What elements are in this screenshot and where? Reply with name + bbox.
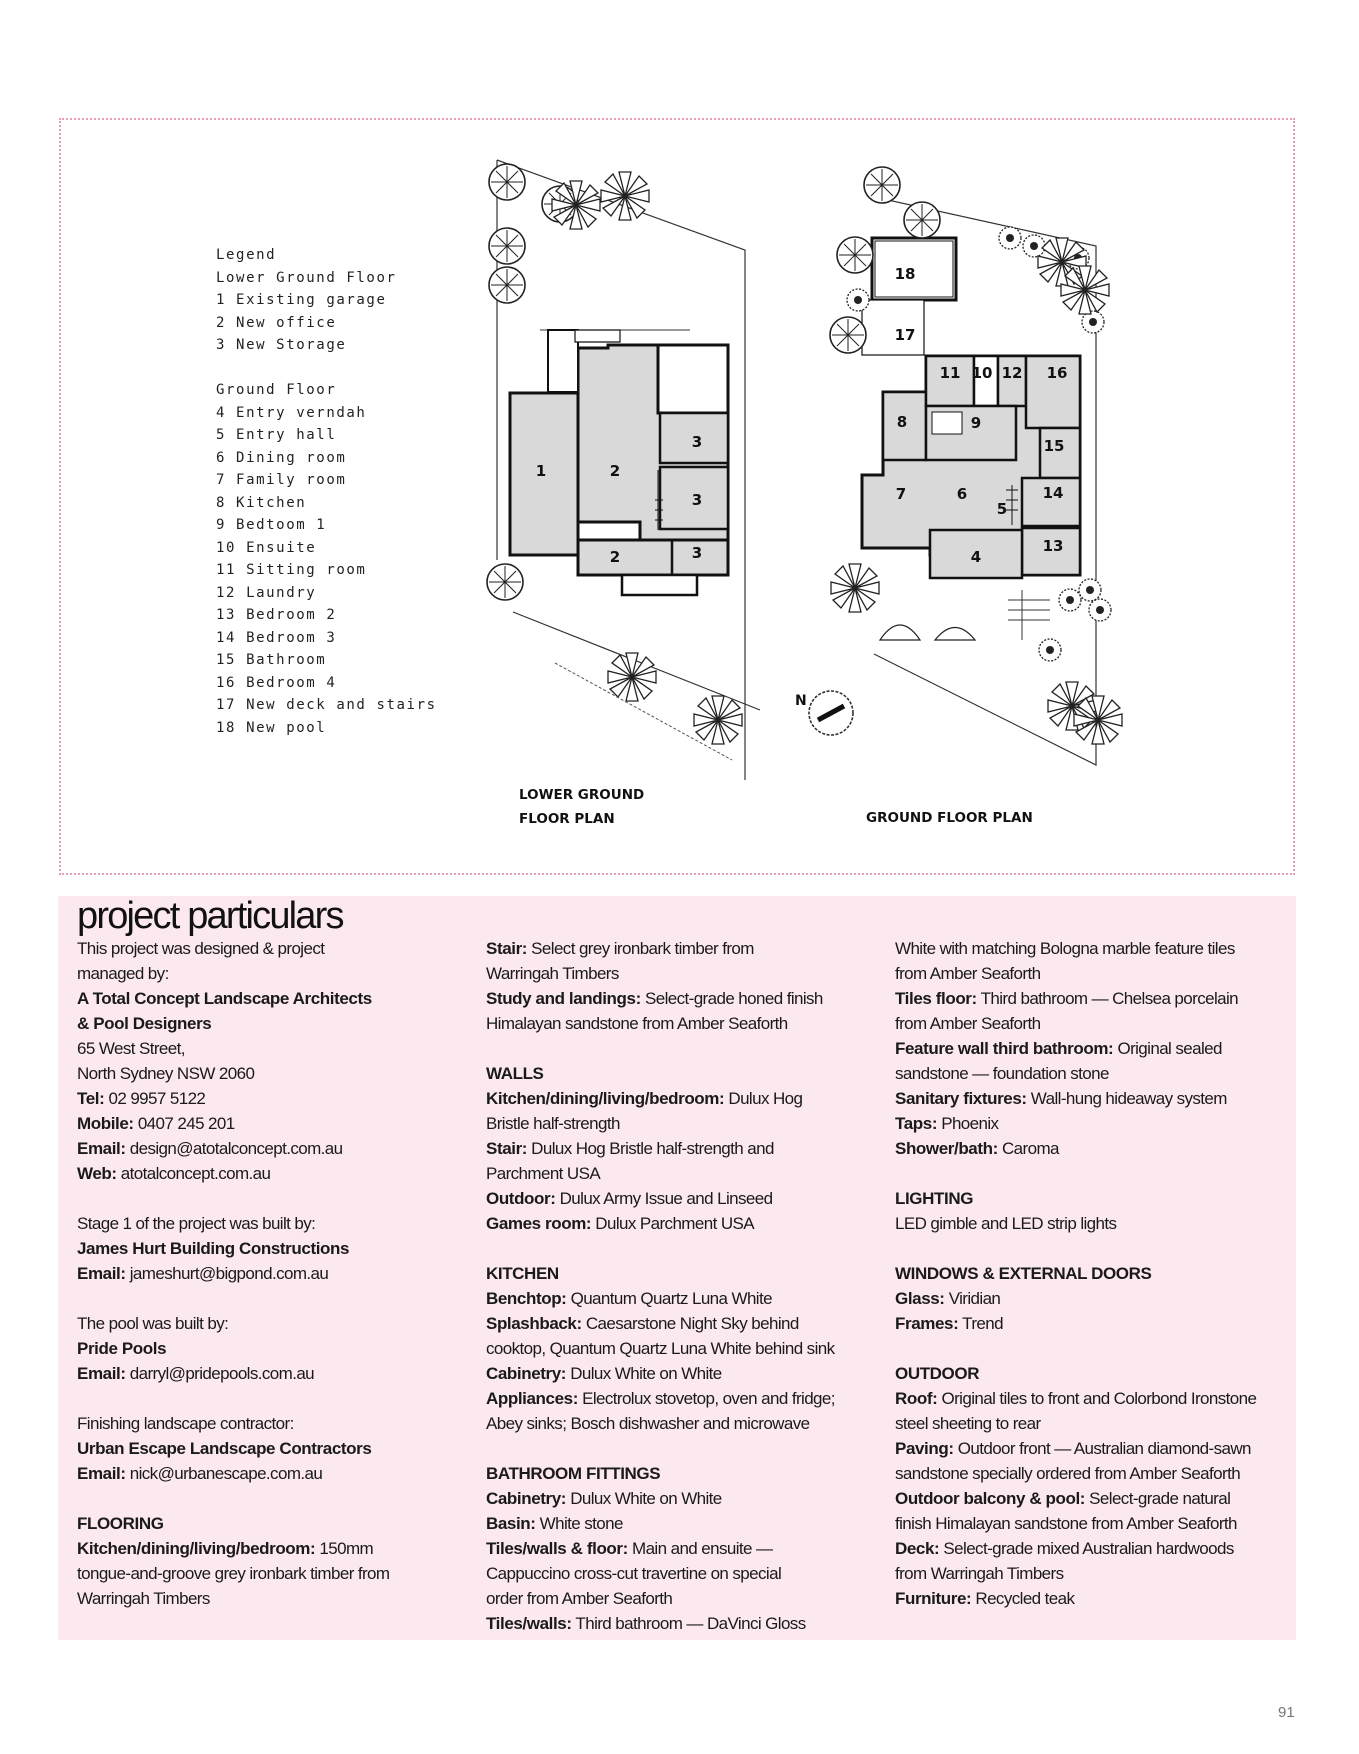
text-line: This project was designed & project <box>77 939 325 958</box>
text-line: cooktop, Quantum Quartz Luna White behind sink <box>486 1339 835 1358</box>
room-number: 16 <box>1046 364 1068 382</box>
field-label: Basin: <box>486 1514 536 1533</box>
legend-item: 16 Bedroom 4 <box>216 674 337 691</box>
field-label: Games room: <box>486 1214 592 1233</box>
text-line: Warringah Timbers <box>486 964 619 983</box>
field-label: Glass: <box>895 1289 945 1308</box>
text-line: order from Amber Seaforth <box>486 1589 673 1608</box>
room-number: 2 <box>609 548 621 566</box>
particulars-column-3 <box>895 936 1295 1611</box>
text-line: Finishing landscape contractor: <box>77 1414 294 1433</box>
field-value: Select-grade honed finish <box>640 989 823 1008</box>
company-name: & Pool Designers <box>77 1014 212 1033</box>
legend-item: 1 Existing garage <box>216 292 387 308</box>
text-line: Himalayan sandstone from Amber Seaforth <box>486 1014 788 1033</box>
room-number: 15 <box>1043 437 1065 455</box>
room-number: 7 <box>895 485 907 503</box>
room-number: 3 <box>691 491 703 509</box>
text-line: LED gimble and LED strip lights <box>895 1214 1117 1233</box>
text-line: from Amber Seaforth <box>895 1014 1041 1033</box>
field-value: Quantum Quartz Luna White <box>566 1289 772 1308</box>
field-label: Roof: <box>895 1389 938 1408</box>
phone-value: 02 9957 5122 <box>104 1089 206 1108</box>
field-label: Tel: <box>77 1089 105 1108</box>
field-label: Stair: <box>486 1139 528 1158</box>
field-label: Cabinetry: <box>486 1364 567 1383</box>
field-value: Recycled teak <box>971 1589 1075 1608</box>
section-heading: BATHROOM FITTINGS <box>486 1464 661 1483</box>
room-number: 8 <box>896 413 908 431</box>
field-value: Phoenix <box>937 1114 999 1133</box>
text-line: Stage 1 of the project was built by: <box>77 1214 316 1233</box>
text-line: sandstone — foundation stone <box>895 1064 1109 1083</box>
room-number: 3 <box>691 433 703 451</box>
field-label: Web: <box>77 1164 117 1183</box>
legend-item: 15 Bathroom <box>216 652 327 668</box>
room-number: 17 <box>894 326 916 344</box>
lower-ground-plan <box>487 160 760 780</box>
legend-item: 17 New deck and stairs <box>216 697 437 713</box>
web-value: atotalconcept.com.au <box>116 1164 271 1183</box>
section-heading: FLOORING <box>77 1514 164 1533</box>
field-value: Original sealed <box>1113 1039 1222 1058</box>
legend-item: 14 Bedroom 3 <box>216 629 337 646</box>
field-value: Select grey ironbark timber from <box>527 939 754 958</box>
field-label: Kitchen/dining/living/bedroom: <box>486 1089 725 1108</box>
particulars-column-2 <box>486 936 881 1636</box>
field-label: Email: <box>77 1464 126 1483</box>
field-label: Frames: <box>895 1314 959 1333</box>
room-number: 2 <box>609 462 621 480</box>
text-line: Bristle half-strength <box>486 1114 620 1133</box>
text-line: The pool was built by: <box>77 1314 229 1333</box>
lower-plan-label-line2: FLOOR PLAN <box>519 811 615 827</box>
legend-item: 2 New office <box>216 314 337 331</box>
field-value: Third bathroom — Chelsea porcelain <box>976 989 1239 1008</box>
legend-item: 9 Bedtoom 1 <box>216 517 327 533</box>
text-line: managed by: <box>77 964 169 983</box>
room-number: 18 <box>894 265 916 283</box>
section-heading: WINDOWS & EXTERNAL DOORS <box>895 1264 1152 1283</box>
legend-item: 8 Kitchen <box>216 494 307 511</box>
field-label: Study and landings: <box>486 989 641 1008</box>
lower-plan-label-line1: LOWER GROUND <box>519 787 645 803</box>
room-number: 10 <box>971 364 993 382</box>
field-value: 150mm <box>315 1539 374 1558</box>
field-value: Trend <box>958 1314 1003 1333</box>
field-label: Shower/bath: <box>895 1139 998 1158</box>
section-heading: WALLS <box>486 1064 544 1083</box>
field-value: Main and ensuite — <box>627 1539 773 1558</box>
room-number: 1 <box>535 462 547 480</box>
field-value: Dulux Hog Bristle half-strength and <box>527 1139 774 1158</box>
field-value: Caesarstone Night Sky behind <box>581 1314 799 1333</box>
page-number: 91 <box>1278 1704 1295 1721</box>
field-value: Dulux Hog <box>724 1089 803 1108</box>
field-label: Tiles/walls: <box>486 1614 572 1633</box>
text-line: Cappuccino cross-cut travertine on special <box>486 1564 782 1583</box>
legend-item: 6 Dining room <box>216 449 347 466</box>
field-label: Cabinetry: <box>486 1489 567 1508</box>
field-label: Sanitary fixtures: <box>895 1089 1027 1108</box>
field-label: Tiles/walls & floor: <box>486 1539 628 1558</box>
field-value: White stone <box>535 1514 623 1533</box>
ground-plan-label: GROUND FLOOR PLAN <box>866 810 1033 826</box>
room-number: 14 <box>1042 484 1064 502</box>
legend-item: 11 Sitting room <box>216 562 367 578</box>
email-value: darryl@pridepools.com.au <box>125 1364 315 1383</box>
legend-item: 12 Laundry <box>216 584 317 601</box>
text-line: steel sheeting to rear <box>895 1414 1041 1433</box>
room-number: 3 <box>691 544 703 562</box>
field-value: Dulux Army Issue and Linseed <box>555 1189 773 1208</box>
email-value: jameshurt@bigpond.com.au <box>125 1264 329 1283</box>
field-label: Mobile: <box>77 1114 134 1133</box>
field-label: Email: <box>77 1364 126 1383</box>
email-value: nick@urbanescape.com.au <box>125 1464 323 1483</box>
field-label: Taps: <box>895 1114 938 1133</box>
section-heading: KITCHEN <box>486 1264 559 1283</box>
section-heading: OUTDOOR <box>895 1364 980 1383</box>
particulars-column-1 <box>77 896 477 1611</box>
address-line: North Sydney NSW 2060 <box>77 1064 255 1083</box>
ground-floor-plan <box>795 167 1122 765</box>
field-value: Wall-hung hideaway system <box>1026 1089 1227 1108</box>
field-label: Kitchen/dining/living/bedroom: <box>77 1539 316 1558</box>
company-name: Pride Pools <box>77 1339 167 1358</box>
room-number: 9 <box>970 414 982 432</box>
company-name: Urban Escape Landscape Contractors <box>77 1439 372 1458</box>
field-value: Dulux White on White <box>566 1364 722 1383</box>
field-value: Caroma <box>997 1139 1059 1158</box>
legend-item: 7 Family room <box>216 472 347 488</box>
mobile-value: 0407 245 201 <box>133 1114 235 1133</box>
section-heading: LIGHTING <box>895 1189 974 1208</box>
legend-title: Legend <box>216 247 277 263</box>
field-value: Dulux White on White <box>566 1489 722 1508</box>
field-value: Third bathroom — DaVinci Gloss <box>571 1614 806 1633</box>
section-title: project particulars <box>77 895 343 937</box>
room-number: 4 <box>970 548 982 566</box>
room-number: 13 <box>1042 537 1064 555</box>
room-number: 11 <box>939 364 961 382</box>
text-line: tongue-and-groove grey ironbark timber from <box>77 1564 390 1583</box>
field-label: Paving: <box>895 1439 954 1458</box>
field-value: Viridian <box>944 1289 1001 1308</box>
email-value: design@atotalconcept.com.au <box>125 1139 343 1158</box>
company-name: A Total Concept Landscape Architects <box>77 989 372 1008</box>
field-label: Stair: <box>486 939 528 958</box>
field-label: Tiles floor: <box>895 989 977 1008</box>
legend-item: 13 Bedroom 2 <box>216 607 337 623</box>
north-label: N <box>795 693 807 709</box>
legend-item: 5 Entry hall <box>216 427 337 443</box>
text-line: Warringah Timbers <box>77 1589 210 1608</box>
field-label: Outdoor: <box>486 1189 556 1208</box>
text-line: sandstone specially ordered from Amber Seaforth <box>895 1464 1241 1483</box>
field-label: Deck: <box>895 1539 940 1558</box>
legend-item: 18 New pool <box>216 719 327 736</box>
field-label: Furniture: <box>895 1589 972 1608</box>
legend-lower-heading: Lower Ground Floor <box>216 269 397 286</box>
room-number: 12 <box>1001 364 1023 382</box>
field-label: Splashback: <box>486 1314 582 1333</box>
field-label: Email: <box>77 1139 126 1158</box>
address-line: 65 West Street, <box>77 1039 185 1058</box>
legend-item: 4 Entry verndah <box>216 404 367 421</box>
field-value: Select-grade natural <box>1085 1489 1231 1508</box>
room-number: 6 <box>956 485 968 503</box>
company-name: James Hurt Building Constructions <box>77 1239 350 1258</box>
field-label: Appliances: <box>486 1389 578 1408</box>
text-line: from Warringah Timbers <box>895 1564 1064 1583</box>
field-label: Outdoor balcony & pool: <box>895 1489 1086 1508</box>
field-label: Benchtop: <box>486 1289 567 1308</box>
text-line: from Amber Seaforth <box>895 964 1041 983</box>
field-value: Original tiles to front and Colorbond Ironstone <box>937 1389 1257 1408</box>
text-line: finish Himalayan sandstone from Amber Seaforth <box>895 1514 1237 1533</box>
field-value: Select-grade mixed Australian hardwoods <box>939 1539 1234 1558</box>
legend-ground-heading: Ground Floor <box>216 382 337 398</box>
field-value: Electrolux stovetop, oven and fridge; <box>577 1389 835 1408</box>
project-particulars-panel <box>58 896 1296 1640</box>
room-number: 5 <box>996 500 1008 518</box>
field-value: Dulux Parchment USA <box>591 1214 754 1233</box>
text-line: Parchment USA <box>486 1164 601 1183</box>
text-line: Abey sinks; Bosch dishwasher and microwave <box>486 1414 810 1433</box>
field-label: Feature wall third bathroom: <box>895 1039 1114 1058</box>
legend-item: 3 New Storage <box>216 337 347 353</box>
legend-item: 10 Ensuite <box>216 539 317 556</box>
field-value: Outdoor front — Australian diamond-sawn <box>953 1439 1251 1458</box>
field-label: Email: <box>77 1264 126 1283</box>
text-line: White with matching Bologna marble feature tiles <box>895 939 1235 958</box>
